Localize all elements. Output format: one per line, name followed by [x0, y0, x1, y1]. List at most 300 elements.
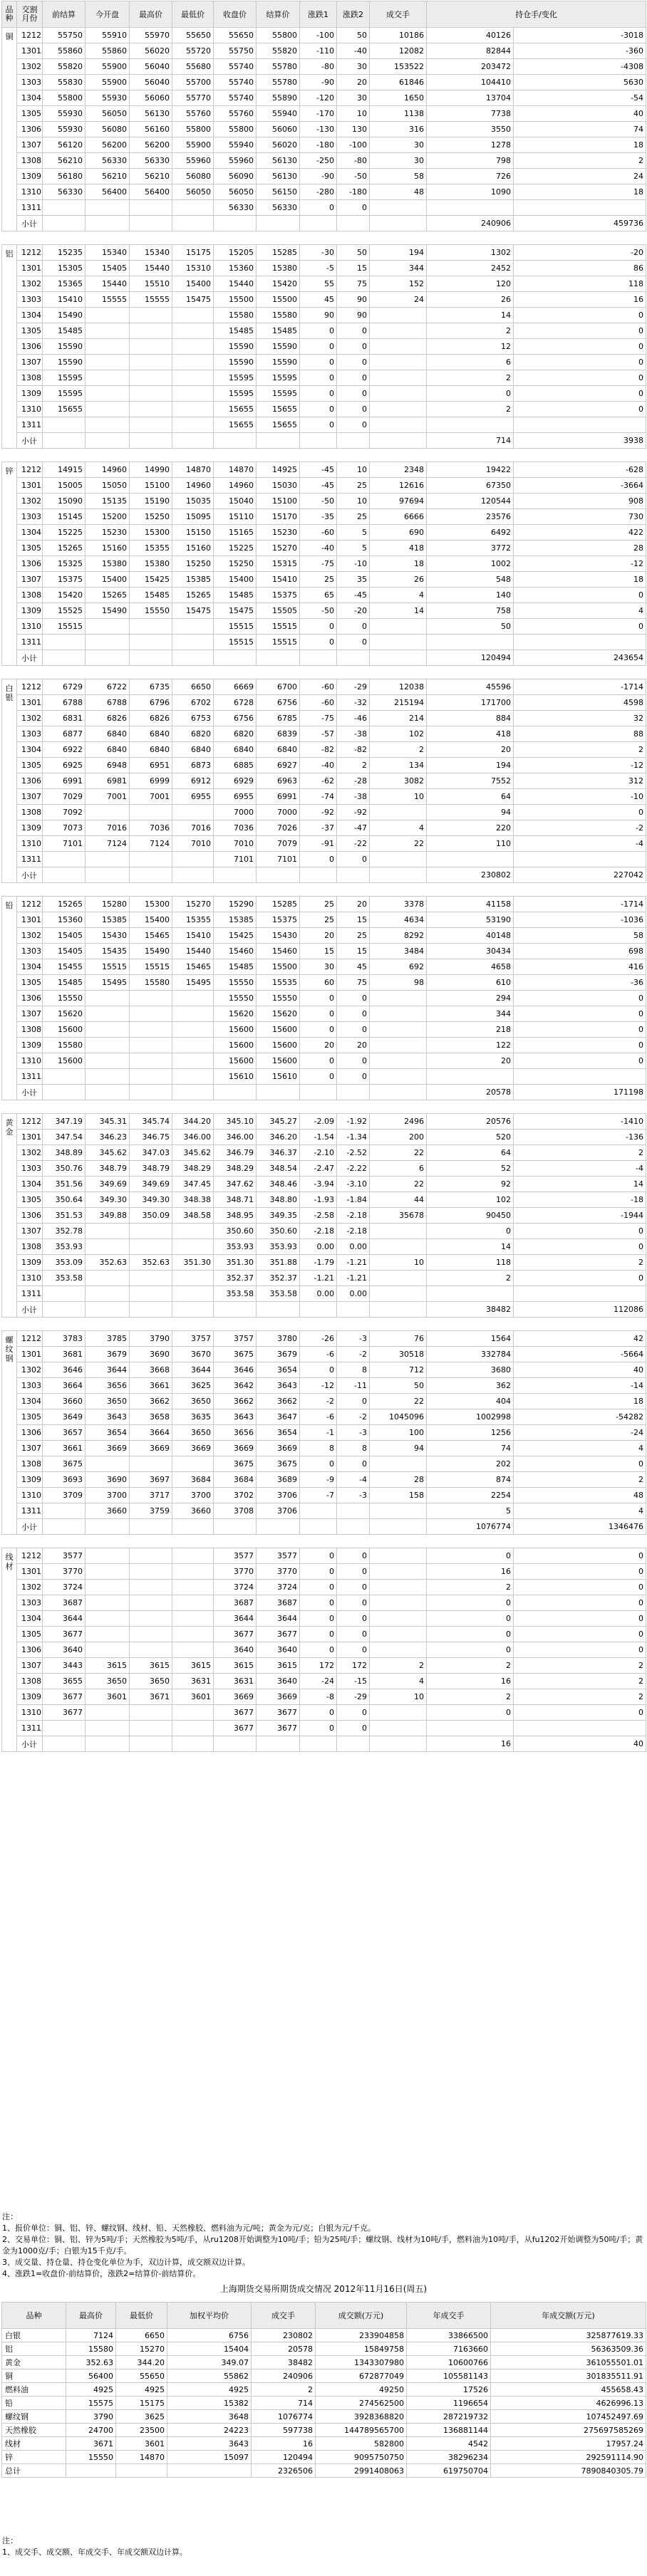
month-cell: 1304: [17, 525, 43, 541]
table-cell: 25: [300, 912, 337, 928]
spacer-cell: [2, 883, 646, 897]
table-cell: 56130: [257, 153, 300, 169]
table-row: [2, 1721, 646, 1736]
table-cell: 0: [514, 1271, 646, 1286]
empty-cell: [86, 1302, 130, 1318]
table-row: [2, 478, 646, 494]
table-cell: 2: [514, 1145, 646, 1161]
table-cell: 90450: [427, 1208, 514, 1224]
summary-cell: 14870: [116, 2451, 167, 2464]
empty-cell: [300, 1085, 337, 1100]
table-cell: 55680: [172, 59, 214, 75]
table-cell: 22: [370, 1177, 427, 1192]
table-cell: 55650: [172, 28, 214, 43]
table-cell: 55770: [172, 90, 214, 106]
table-cell: 345.62: [86, 1145, 130, 1161]
subtotal-cell: 243654: [514, 650, 646, 666]
table-cell: 15: [337, 261, 370, 276]
table-cell: 6756: [214, 711, 257, 726]
table-cell: 56080: [86, 122, 130, 137]
table-cell: 45: [337, 959, 370, 975]
table-cell: -8: [300, 1689, 337, 1705]
table-cell: [43, 635, 86, 650]
table-cell: 3668: [130, 1362, 172, 1378]
month-cell: 1311: [17, 417, 43, 433]
table-cell: 3671: [130, 1689, 172, 1705]
table-cell: 3700: [86, 1488, 130, 1503]
table-cell: 0: [514, 588, 646, 603]
summary-cell: 714: [252, 2397, 316, 2410]
table-cell: 0: [514, 1611, 646, 1627]
table-cell: [130, 1705, 172, 1721]
table-cell: 15380: [257, 261, 300, 276]
table-cell: -30: [300, 245, 337, 261]
table-cell: [172, 1548, 214, 1564]
table-cell: 349.69: [130, 1177, 172, 1192]
table-cell: 0: [337, 1548, 370, 1564]
table-cell: 1256: [427, 1425, 514, 1441]
month-cell: 1305: [17, 1409, 43, 1425]
summary-cell: 38296234: [407, 2451, 491, 2464]
spacer-cell: [2, 1318, 646, 1331]
table-cell: -50: [300, 494, 337, 509]
table-cell: -3664: [514, 478, 646, 494]
table-cell: 350.64: [43, 1192, 86, 1208]
subtotal-row: [2, 1736, 646, 1752]
table-cell: 0: [337, 1069, 370, 1085]
table-cell: 7036: [214, 820, 257, 836]
table-cell: [86, 323, 130, 339]
table-cell: 3650: [172, 1394, 214, 1409]
table-row: [2, 1409, 646, 1425]
table-cell: 15340: [130, 245, 172, 261]
empty-cell: [214, 1085, 257, 1100]
summary-cell: 349.07: [167, 2356, 252, 2369]
table-cell: 3660: [172, 1503, 214, 1519]
table-cell: [370, 1239, 427, 1255]
table-cell: 316: [370, 122, 427, 137]
empty-cell: [300, 1519, 337, 1535]
table-cell: 15110: [214, 509, 257, 525]
table-row: [2, 711, 646, 726]
table-cell: [130, 339, 172, 355]
table-cell: [86, 355, 130, 370]
table-cell: 0: [514, 323, 646, 339]
table-cell: [370, 200, 427, 216]
table-cell: 50: [337, 245, 370, 261]
table-cell: [172, 339, 214, 355]
summary-cell: [167, 2464, 252, 2478]
variety-cell: 铜: [2, 28, 17, 231]
table-cell: 0: [514, 355, 646, 370]
table-cell: [130, 1642, 172, 1658]
empty-cell: [370, 1302, 427, 1318]
table-cell: [130, 1627, 172, 1642]
table-cell: 12616: [370, 478, 427, 494]
table-cell: 158: [370, 1488, 427, 1503]
table-cell: 3643: [257, 1378, 300, 1394]
table-cell: 100: [370, 1425, 427, 1441]
table-cell: 6991: [257, 789, 300, 805]
table-row: [2, 1503, 646, 1519]
table-cell: 55940: [257, 106, 300, 122]
subtotal-cell: 230802: [427, 867, 514, 883]
table-cell: -1714: [514, 897, 646, 912]
table-cell: 6840: [86, 742, 130, 758]
table-cell: 3684: [214, 1472, 257, 1488]
table-cell: -37: [300, 820, 337, 836]
table-cell: 0: [337, 417, 370, 433]
table-cell: [370, 1642, 427, 1658]
table-cell: 3677: [43, 1627, 86, 1642]
table-cell: -2.10: [300, 1145, 337, 1161]
table-cell: 0: [337, 1022, 370, 1038]
table-cell: 6877: [43, 726, 86, 742]
group-spacer: [2, 666, 646, 679]
summary-cell: 38482: [252, 2356, 316, 2369]
table-cell: 3082: [370, 773, 427, 789]
table-row: [2, 912, 646, 928]
table-cell: 344: [427, 1006, 514, 1022]
table-cell: [86, 1053, 130, 1069]
table-cell: [86, 1642, 130, 1658]
table-cell: 15430: [257, 928, 300, 944]
table-cell: 348.79: [86, 1161, 130, 1177]
table-cell: 4598: [514, 695, 646, 711]
table-cell: 48: [514, 1488, 646, 1503]
month-cell: 1305: [17, 1627, 43, 1642]
subtotal-row: [2, 650, 646, 666]
table-cell: 345.31: [86, 1114, 130, 1130]
summary-variety-cell: 锌: [2, 2451, 66, 2464]
table-cell: 0: [514, 1705, 646, 1721]
table-cell: -1.84: [337, 1192, 370, 1208]
table-cell: 14960: [86, 462, 130, 478]
table-cell: 418: [370, 541, 427, 556]
table-row: [2, 1705, 646, 1721]
table-cell: 15150: [172, 525, 214, 541]
table-cell: 3577: [214, 1548, 257, 1564]
table-cell: 2: [427, 1658, 514, 1674]
empty-cell: [257, 1302, 300, 1318]
table-cell: 58: [370, 169, 427, 184]
subtotal-label: 小计: [17, 867, 43, 883]
summary-cell: 240906: [252, 2369, 316, 2383]
table-cell: -2: [337, 1409, 370, 1425]
table-cell: [370, 1053, 427, 1069]
header-volume: 成交手: [370, 1, 427, 28]
table-cell: 12: [427, 339, 514, 355]
table-cell: 40148: [427, 928, 514, 944]
table-cell: 22: [370, 1145, 427, 1161]
table-cell: -2.47: [300, 1161, 337, 1177]
table-cell: 3662: [257, 1394, 300, 1409]
table-cell: 3693: [43, 1472, 86, 1488]
table-cell: 3677: [214, 1627, 257, 1642]
month-cell: 1302: [17, 1145, 43, 1161]
table-cell: 6981: [86, 773, 130, 789]
month-cell: 1308: [17, 1674, 43, 1689]
table-cell: [172, 619, 214, 635]
table-row: [2, 169, 646, 184]
table-cell: 7029: [43, 789, 86, 805]
table-cell: 15580: [214, 308, 257, 323]
month-cell: 1302: [17, 928, 43, 944]
table-cell: 0: [514, 1564, 646, 1580]
table-cell: [86, 1006, 130, 1022]
table-cell: [370, 417, 427, 433]
table-cell: 15500: [214, 292, 257, 308]
table-cell: 202: [427, 1456, 514, 1472]
subtotal-row: [2, 433, 646, 449]
table-cell: [130, 308, 172, 323]
month-cell: 1310: [17, 619, 43, 635]
table-cell: -60: [300, 679, 337, 695]
table-row: [2, 386, 646, 402]
table-cell: 15205: [214, 245, 257, 261]
table-cell: 3601: [172, 1689, 214, 1705]
table-cell: 50: [427, 619, 514, 635]
table-cell: 0: [300, 635, 337, 650]
month-cell: 1303: [17, 1595, 43, 1611]
table-cell: 56210: [43, 153, 86, 169]
table-cell: [172, 370, 214, 386]
table-cell: [130, 1038, 172, 1053]
table-cell: 15225: [214, 541, 257, 556]
summary-header-cell: 成交手: [252, 2303, 316, 2329]
table-cell: 220: [427, 820, 514, 836]
table-cell: [172, 1564, 214, 1580]
month-cell: 1303: [17, 75, 43, 90]
empty-cell: [370, 433, 427, 449]
table-cell: 884: [427, 711, 514, 726]
table-cell: 25: [337, 478, 370, 494]
empty-cell: [172, 1085, 214, 1100]
table-cell: -2: [514, 820, 646, 836]
summary-header-cell: 年成交额(万元): [491, 2303, 646, 2329]
table-row: [2, 1456, 646, 1472]
table-cell: 0: [337, 200, 370, 216]
table-cell: [130, 370, 172, 386]
variety-cell: 白银: [2, 679, 17, 883]
summary-row: [2, 2451, 646, 2464]
table-cell: -15: [337, 1674, 370, 1689]
table-cell: 15490: [43, 308, 86, 323]
table-cell: 3615: [130, 1658, 172, 1674]
table-cell: 347.03: [130, 1145, 172, 1161]
table-cell: 15610: [214, 1069, 257, 1085]
table-cell: 332784: [427, 1347, 514, 1362]
subtotal-row: [2, 216, 646, 231]
table-cell: 55960: [214, 153, 257, 169]
table-cell: 352.78: [43, 1224, 86, 1239]
table-cell: 6728: [214, 695, 257, 711]
month-cell: 1311: [17, 1069, 43, 1085]
variety-cell: 铅: [2, 897, 17, 1100]
table-cell: -7: [300, 1488, 337, 1503]
table-cell: [130, 1271, 172, 1286]
table-cell: 56040: [130, 59, 172, 75]
table-row: [2, 292, 646, 308]
table-cell: 30518: [370, 1347, 427, 1362]
table-cell: 6840: [214, 742, 257, 758]
notes-section: [2, 2211, 643, 2280]
table-cell: 15050: [86, 478, 130, 494]
table-cell: 3601: [86, 1689, 130, 1705]
table-header-row: [2, 1, 646, 28]
table-cell: -36: [514, 975, 646, 991]
table-cell: 2: [370, 742, 427, 758]
table-cell: 15655: [257, 402, 300, 417]
table-cell: 4: [370, 820, 427, 836]
summary-cell: 10600766: [407, 2356, 491, 2369]
table-cell: 1045096: [370, 1409, 427, 1425]
table-row: [2, 90, 646, 106]
table-row: [2, 572, 646, 588]
table-cell: [514, 1721, 646, 1736]
table-cell: 0: [300, 1006, 337, 1022]
summary-cell: 16: [252, 2437, 316, 2451]
table-row: [2, 200, 646, 216]
empty-cell: [86, 650, 130, 666]
table-cell: [370, 386, 427, 402]
table-row: [2, 106, 646, 122]
summary-cell: 352.63: [66, 2356, 116, 2369]
table-cell: -2.22: [337, 1161, 370, 1177]
subtotal-label: 小计: [17, 1519, 43, 1535]
table-cell: 75: [337, 975, 370, 991]
table-cell: 2254: [427, 1488, 514, 1503]
table-cell: -1.79: [300, 1255, 337, 1271]
table-cell: 3644: [257, 1611, 300, 1627]
table-cell: 3677: [257, 1627, 300, 1642]
table-row: [2, 402, 646, 417]
table-cell: 353.09: [43, 1255, 86, 1271]
table-row: [2, 1130, 646, 1145]
table-cell: 15285: [257, 245, 300, 261]
table-cell: 55800: [214, 122, 257, 137]
month-cell: 1212: [17, 462, 43, 478]
table-row: [2, 897, 646, 912]
summary-cell: 136881144: [407, 2424, 491, 2437]
table-cell: 15485: [43, 323, 86, 339]
table-cell: [43, 1503, 86, 1519]
month-cell: 1305: [17, 758, 43, 773]
month-cell: 1301: [17, 695, 43, 711]
table-cell: 15035: [172, 494, 214, 509]
table-cell: 0: [514, 1642, 646, 1658]
table-cell: 348.58: [172, 1208, 214, 1224]
table-cell: 15590: [257, 339, 300, 355]
table-cell: 55780: [257, 59, 300, 75]
table-cell: 15: [300, 944, 337, 959]
table-cell: 346.00: [214, 1130, 257, 1145]
table-cell: 0: [514, 386, 646, 402]
table-cell: -1.21: [337, 1255, 370, 1271]
table-cell: -60: [300, 525, 337, 541]
table-cell: [86, 619, 130, 635]
empty-cell: [214, 650, 257, 666]
table-cell: [86, 1611, 130, 1627]
table-cell: 6666: [370, 509, 427, 525]
table-cell: 20: [300, 928, 337, 944]
table-row: [2, 494, 646, 509]
table-cell: 6840: [257, 742, 300, 758]
table-cell: 10: [337, 106, 370, 122]
table-cell: 15380: [130, 556, 172, 572]
table-cell: -4: [514, 836, 646, 852]
table-row: [2, 355, 646, 370]
table-cell: 14960: [172, 478, 214, 494]
table-cell: 0: [300, 1595, 337, 1611]
table-cell: [86, 1239, 130, 1255]
table-cell: -1: [300, 1425, 337, 1441]
empty-cell: [130, 1736, 172, 1752]
note-line: 2、交易单位：铜、铝、锌为5吨/手；天然橡胶为5吨/手，从ru1208开始调整为10吨/手；铅为25吨/手；螺纹钢、线材为10吨/手，燃料油为10吨/手，从fu1202开始调整为50吨/手；黄金为1000克/手；白银为15千克/手。: [2, 2235, 643, 2256]
table-cell: 14915: [43, 462, 86, 478]
summary-cell: 3648: [167, 2410, 252, 2424]
table-row: [2, 1271, 646, 1286]
table-cell: 55780: [257, 75, 300, 90]
table-cell: 0: [514, 1548, 646, 1564]
group-spacer: [2, 883, 646, 897]
table-cell: 15385: [172, 572, 214, 588]
month-cell: 1212: [17, 245, 43, 261]
summary-cell: 3601: [116, 2437, 167, 2451]
table-cell: 15360: [43, 912, 86, 928]
table-cell: 18: [514, 184, 646, 200]
table-cell: 347.54: [43, 1130, 86, 1145]
table-cell: 61846: [370, 75, 427, 90]
table-cell: 0: [300, 402, 337, 417]
table-cell: 15595: [214, 386, 257, 402]
table-cell: 348.71: [214, 1192, 257, 1208]
empty-cell: [300, 1302, 337, 1318]
table-cell: 15165: [214, 525, 257, 541]
table-cell: 0: [300, 1611, 337, 1627]
table-cell: 56400: [130, 184, 172, 200]
empty-cell: [172, 867, 214, 883]
table-cell: -35: [300, 509, 337, 525]
table-cell: 0: [300, 386, 337, 402]
table-cell: -54: [514, 90, 646, 106]
table-cell: -3: [337, 1488, 370, 1503]
empty-cell: [172, 433, 214, 449]
table-cell: 56180: [43, 169, 86, 184]
table-cell: 56130: [130, 106, 172, 122]
subtotal-label: 小计: [17, 1085, 43, 1100]
table-cell: 3724: [257, 1580, 300, 1595]
table-cell: 15100: [257, 494, 300, 509]
table-cell: 3660: [43, 1394, 86, 1409]
summary-cell: 672877049: [316, 2369, 407, 2383]
table-cell: [514, 852, 646, 867]
table-cell: 3687: [214, 1595, 257, 1611]
table-cell: 15620: [214, 1006, 257, 1022]
table-cell: 102: [427, 1192, 514, 1208]
month-cell: 1303: [17, 1161, 43, 1177]
subtotal-cell: 16: [427, 1736, 514, 1752]
table-cell: 2: [514, 1674, 646, 1689]
table-cell: 0: [337, 355, 370, 370]
month-cell: 1307: [17, 789, 43, 805]
table-cell: 15170: [257, 509, 300, 525]
summary-cell: 15404: [167, 2342, 252, 2356]
table-cell: -10: [514, 789, 646, 805]
table-cell: 15355: [172, 912, 214, 928]
group-spacer: [2, 449, 646, 462]
table-cell: 0: [300, 1022, 337, 1038]
